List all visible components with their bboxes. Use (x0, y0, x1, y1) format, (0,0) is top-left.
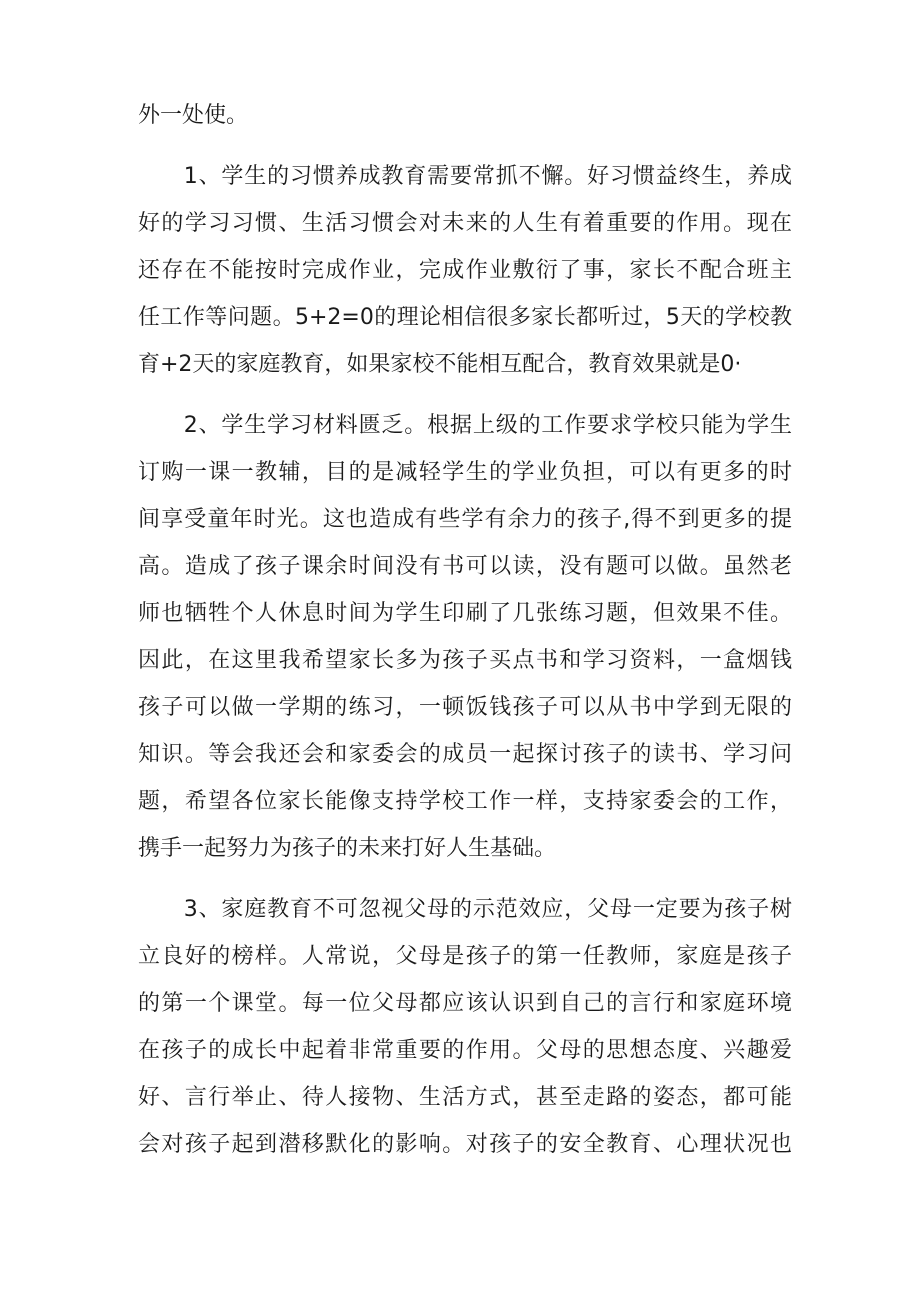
text-line: 好的学习习惯、生活习惯会对未来的人生有着重要的作用。现在 (138, 211, 792, 236)
document-page (138, 92, 792, 1168)
text-line: 立良好的榜样。人常说，父母是孩子的第一任教师，家庭是孩子 (138, 944, 792, 969)
text-line: 师也牺牲个人休息时间为学生印刷了几张练习题，但效果不佳。 (138, 601, 792, 626)
text-line: 的第一个课堂。每一位父母都应该认识到自己的言行和家庭环境 (138, 991, 792, 1016)
text-line: 订购一课一教辅，目的是减轻学生的学业负担，可以有更多的时 (138, 460, 792, 485)
paragraph-2 (138, 402, 792, 872)
text-line: 外一处使。 (138, 103, 249, 128)
text-line: 2、学生学习材料匮乏。根据上级的工作要求学校只能为学生 (138, 413, 792, 438)
paragraph-intro (138, 92, 792, 139)
paragraph-1 (138, 153, 792, 388)
text-line: 还存在不能按时完成作业，完成作业敷衍了事，家长不配合班主 (138, 258, 792, 283)
paragraph-3 (138, 886, 792, 1168)
text-line: 因此，在这里我希望家长多为孩子买点书和学习资料，一盒烟钱 (138, 648, 792, 673)
text-line: 孩子可以做一学期的练习，一顿饭钱孩子可以从书中学到无限的 (138, 695, 792, 720)
text-line: 在孩子的成长中起着非常重要的作用。父母的思想态度、兴趣爱 (138, 1038, 792, 1063)
text-line: 好、言行举止、待人接物、生活方式，甚至走路的姿态，都可能 (138, 1085, 792, 1110)
text-line: 3、家庭教育不可忽视父母的示范效应，父母一定要为孩子树 (138, 897, 792, 922)
text-line: 题，希望各位家长能像支持学校工作一样，支持家委会的工作， (138, 789, 792, 814)
text-line: 1、学生的习惯养成教育需要常抓不懈。好习惯益终生，养成 (138, 164, 792, 189)
text-line: 会对孩子起到潜移默化的影响。对孩子的安全教育、心理状况也 (138, 1132, 792, 1157)
text-line: 任工作等问题。5+2=0的理论相信很多家长都听过，5天的学校教 (138, 305, 792, 330)
text-line: 高。造成了孩子课余时间没有书可以读，没有题可以做。虽然老 (138, 554, 792, 579)
text-line: 携手一起努力为孩子的未来打好人生基础。 (138, 836, 557, 861)
text-line: 知识。等会我还会和家委会的成员一起探讨孩子的读书、学习问 (138, 742, 792, 767)
text-line: 间享受童年时光。这也造成有些学有余力的孩子,得不到更多的提 (138, 507, 792, 532)
text-line: 育+2天的家庭教育，如果家校不能相互配合，教育效果就是0· (138, 352, 742, 377)
